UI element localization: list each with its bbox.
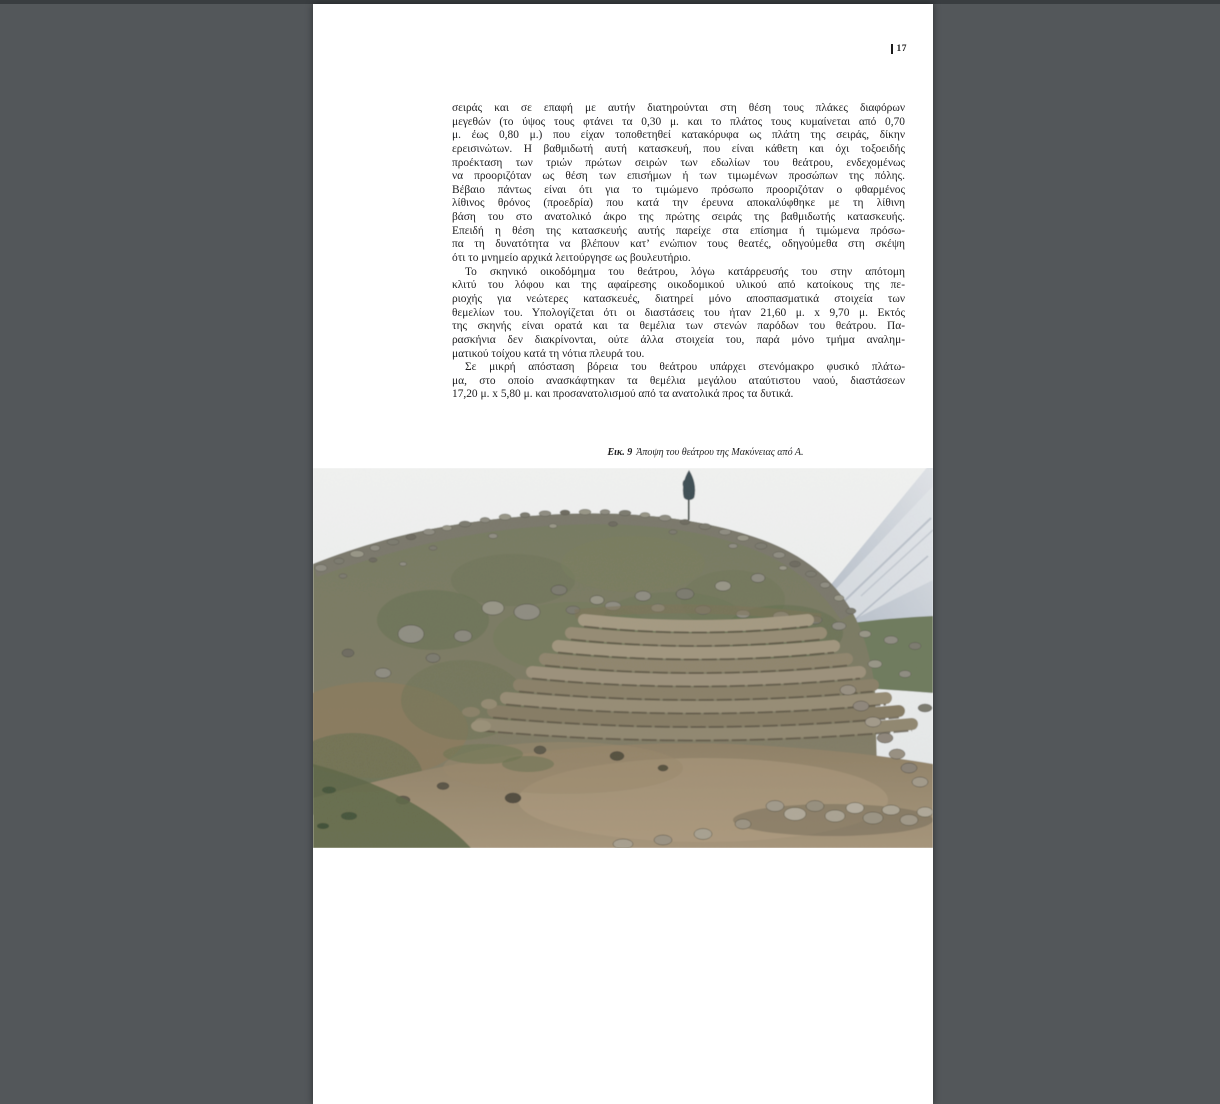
text-line: 17,20 μ. x 5,80 μ. και προσανατολισμού από τα ανατολικά προς τα δυτικά. xyxy=(452,388,794,401)
text-line: μα, στο οποίο ανασκάφτηκαν τα θεμέλια μεγάλου αταύτιστου ναού, διαστάσεων xyxy=(452,374,905,387)
text-line: ότι το μνημείο αρχικά λειτούργησε ως βουλευτήριο. xyxy=(452,252,691,265)
text-line: μ. έως 0,80 μ.) που είχαν τοποθετηθεί κατακόρυφα ως πλάτη της σειράς, δίκην xyxy=(452,129,905,142)
text-line: Βέβαιο πάντως είναι ότι για το τιμώμενο πρόσωπο προοριζόταν ο φθαρμένος xyxy=(452,183,905,196)
text-line: θεμελίων του. Υπολογίζεται ότι οι διαστάσεις του ήταν 21,60 μ. x 9,70 μ. Εκτός xyxy=(452,306,905,319)
page-number-value: 17 xyxy=(896,44,907,54)
page-number xyxy=(891,44,908,54)
text-line: Επειδή η θέση της κατασκευής αυτής παρείχε στα επίσημα ή τιμώμενα πρόσω- xyxy=(452,224,905,237)
text-line: Το σκηνικό οικοδόμημα του θεάτρου, λόγω κατάρρευσής του στην απότομη xyxy=(465,265,905,278)
text-block xyxy=(452,102,905,402)
document-page xyxy=(313,4,933,1104)
text-line: της σκηνής είναι ορατά και τα θεμέλια των στενών παρόδων του θεάτρου. Πα- xyxy=(452,320,905,333)
text-line: λίθινος θρόνος (προεδρία) που κατά την έρευνα αποκαλύφθηκε με τη λίθινη xyxy=(452,197,905,210)
text-line: σειράς και σε επαφή με αυτήν διατηρούνται στη θέση τους πλάκες διαφόρων xyxy=(452,102,905,114)
text-line: ματικού τοίχου κατά τη νότια πλευρά του. xyxy=(452,347,645,360)
page-number-bar xyxy=(891,44,893,54)
text-line: Σε μικρή απόσταση βόρεια του θεάτρου υπάρχει στενόμακρο φυσικό πλάτω- xyxy=(465,361,905,374)
text-line: μεγεθών (το ύψος τους φτάνει τα 0,30 μ. και το πλάτος τους κυμαίνεται από 0,70 xyxy=(452,115,905,128)
paragraph xyxy=(452,266,905,361)
figure-caption-text: Άποψη του θεάτρου της Μακύνειας από Α. xyxy=(636,447,804,458)
figure-caption-label: Εικ. 9 xyxy=(607,447,633,458)
paragraph xyxy=(452,361,905,402)
theatre-photograph xyxy=(313,468,933,848)
theatre-photo-illustration xyxy=(313,468,933,848)
text-line: ριοχής για νεώτερες κατασκευές, διατηρεί μόνο αποσπασματικά στοιχεία των xyxy=(452,292,905,305)
text-line: να προοριζόταν ως θέση των επισήμων ή των τιμωμένων προσώπων της πόλης. xyxy=(452,170,905,183)
text-line: ρασκήνια δεν διακρίνονται, ούτε άλλα στοιχεία του, παρά μόνο τμήμα αναλημ- xyxy=(452,333,905,346)
paragraph xyxy=(452,102,905,266)
text-line: πα τη δυνατότητα να βλέπουν κατ’ ενώπιον τους θεατές, οδηγούμεθα στη σκέψη xyxy=(452,238,905,251)
text-line: βάση του στο ανατολικό άκρο της πρώτης σειράς της βαθμιδωτής κατασκευής. xyxy=(452,211,905,224)
figure-caption xyxy=(452,447,905,458)
text-line: ερεισινώτων. Η βαθμιδωτή αυτή κατασκευή, που είναι κάθετη και όχι τοξοειδής xyxy=(452,142,905,155)
text-line: προέκταση των τριών πρώτων σειρών των εδωλίων του θεάτρου, ενδεχομένως xyxy=(452,156,905,169)
text-line: κλιτύ του λόφου και της αφαίρεσης οικοδομικού υλικού από κατοίκους της πε- xyxy=(452,279,905,292)
